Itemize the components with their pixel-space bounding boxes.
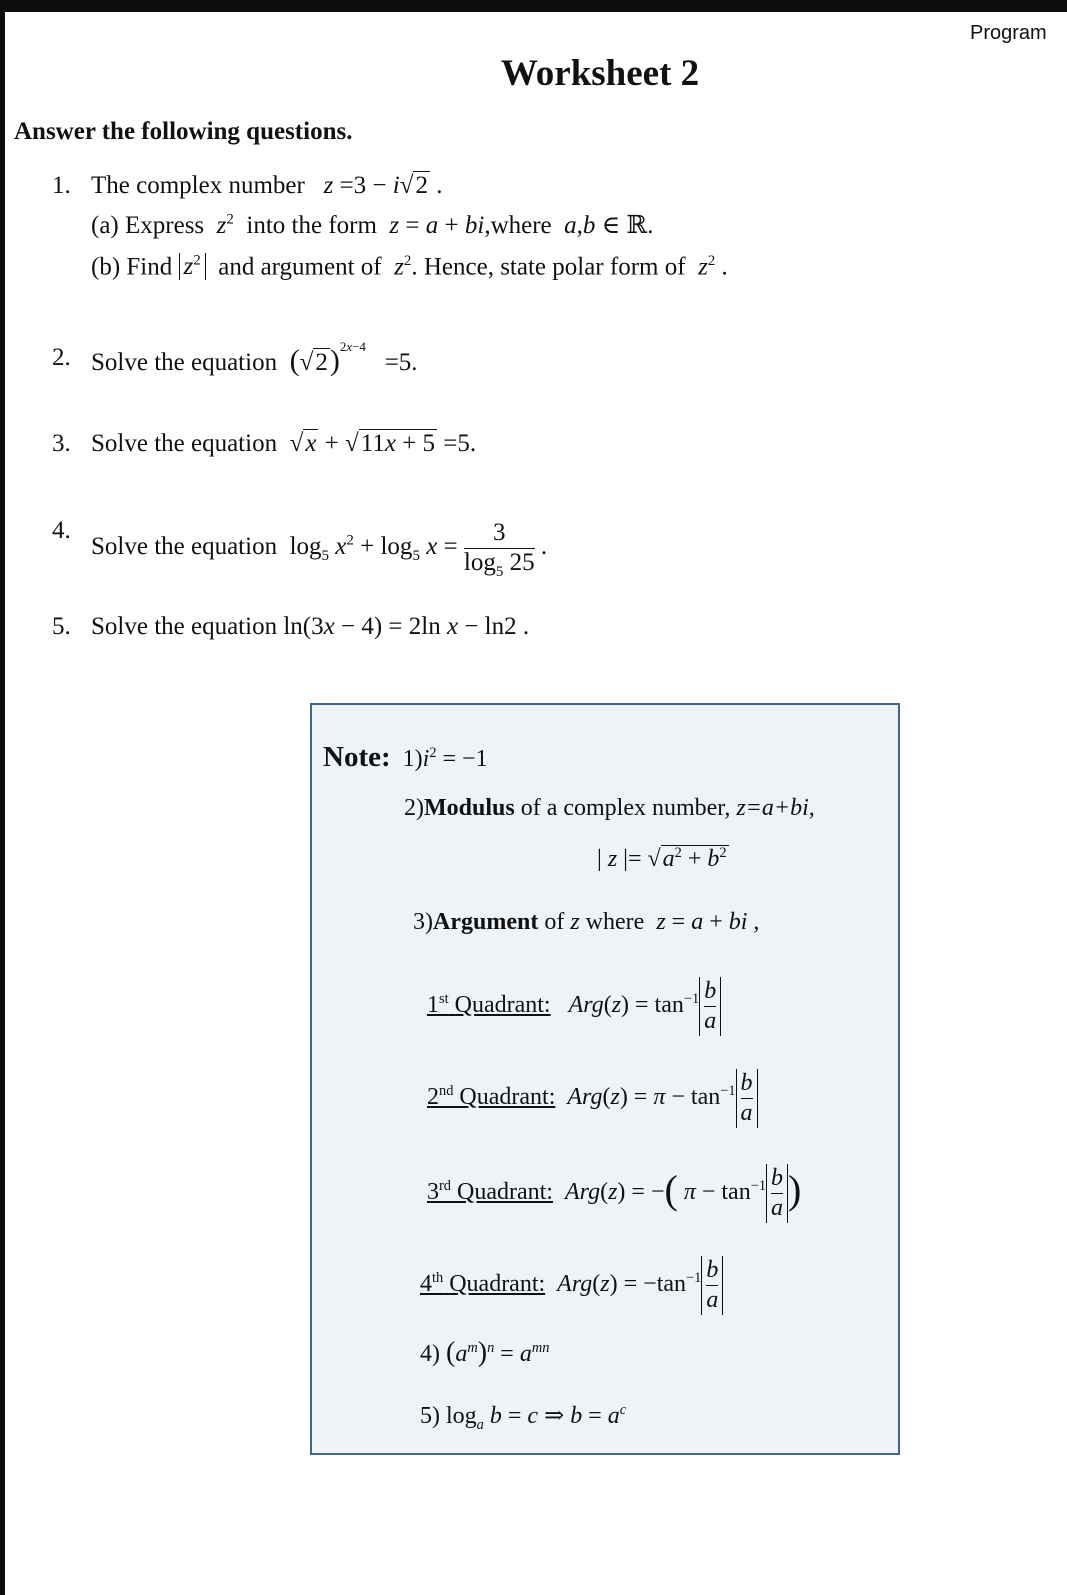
note-item2-num: 2) xyxy=(404,795,424,821)
note-line-1: Note: $1)i^2 = -1$ xyxy=(323,741,488,773)
note-argument-line: 3)Argument of z where z = a + bi , xyxy=(413,909,760,935)
question-text: Solve the equation xyxy=(91,430,278,457)
q4-fraction: $\frac{3}{\log_5 25}$ xyxy=(463,519,535,580)
q1b-mid: and argument of xyxy=(218,253,382,281)
instructions: Answer the following questions. xyxy=(14,118,353,145)
question-expression: z =3 − i√2 . xyxy=(323,172,443,199)
question-expression: $\log_5 x^2 + \log_5 x$ = xyxy=(283,532,458,564)
note-item4-num: 4) xyxy=(420,1341,440,1367)
quadrant-3-formula: 3rd Quadrant: Arg(z) = −( $\pi - \tan^{-1}$ $\frac{b}{a}$ ) xyxy=(427,1165,802,1221)
quadrant-4-label: 4th Quadrant: xyxy=(420,1269,546,1297)
question-text: Solve the equation xyxy=(91,349,278,376)
note-log-rule: 5) $\log_a b = c$ ⇒ $b = a^c$ xyxy=(420,1402,627,1433)
header-program-label: Program xyxy=(970,22,1047,44)
q1a-mid: into the form xyxy=(246,212,377,239)
question-number: 1. xyxy=(52,172,71,199)
question-expression: √x + √11x + 5 =5. xyxy=(283,430,477,457)
q1a-where: ,where xyxy=(484,212,552,239)
question-text: Solve the equation xyxy=(91,613,278,640)
argument-where: where xyxy=(585,909,645,935)
modulus-expr: z=a+bi, xyxy=(736,795,815,821)
worksheet-title: Worksheet 2 xyxy=(500,53,700,94)
argument-term: Argument xyxy=(433,909,539,935)
modulus-formula: | z |= $√a^2 + b^2$ xyxy=(597,845,727,872)
q1a-label: (a) Express xyxy=(91,212,205,239)
left-black-bar xyxy=(0,0,5,1595)
question-number: 4. xyxy=(52,517,71,544)
question-1b: (b) Find $z^2$ and argument of $z^2$. Hence, state polar form of $z^2$ . xyxy=(91,253,728,281)
question-expression: $(√2)^{2x-4} =5$. xyxy=(289,338,418,377)
quadrant-1-formula: 1st Quadrant: $Arg(z) = \tan^{-1}$ $\frac{b}{a}$ xyxy=(427,961,721,1031)
note-box xyxy=(310,703,900,1455)
quadrant-4-formula: 4th Quadrant: $Arg(z) = -\tan^{-1}$ $\frac{b}{a}$ xyxy=(420,1240,723,1310)
note-modulus-line xyxy=(404,795,815,822)
note-item5-num: 5) xyxy=(420,1403,440,1429)
question-number: 5. xyxy=(52,613,71,640)
note-item1-num: 1) xyxy=(402,746,423,772)
note-exponent-rule: 4) $(a^m)^n = a^{mn}$ xyxy=(420,1337,550,1368)
top-black-bar xyxy=(0,0,1067,12)
question-text: Solve the equation xyxy=(91,532,278,560)
quadrant-1-label: 1st Quadrant: xyxy=(427,990,551,1018)
note-label: Note: xyxy=(323,741,391,773)
q1b-label: (b) Find xyxy=(91,253,173,281)
question-text: The complex number xyxy=(91,172,305,199)
modulus-term: Modulus xyxy=(424,795,515,821)
note-item3-num: 3) xyxy=(413,909,433,935)
question-1a: (a) Express $z^2$ into the form z = a + bi,where a,b ∈ ℝ. xyxy=(91,211,654,239)
modulus-text: of a complex number, xyxy=(520,795,731,821)
quadrant-2-label: 2nd Quadrant: xyxy=(427,1082,556,1110)
question-number: 2. xyxy=(52,344,71,371)
quadrant-2-formula: 2nd Quadrant: $Arg(z) = \pi - \tan^{-1}$ $\frac{b}{a}$ xyxy=(427,1053,758,1123)
quadrant-3-label: 3rd Quadrant: xyxy=(427,1178,553,1205)
q1b-end: . Hence, state polar form of xyxy=(411,253,686,281)
question-number: 3. xyxy=(52,430,71,457)
argument-text: of xyxy=(544,909,565,935)
question-expression: ln(3x − 4) = 2ln x − ln2 . xyxy=(283,613,530,640)
